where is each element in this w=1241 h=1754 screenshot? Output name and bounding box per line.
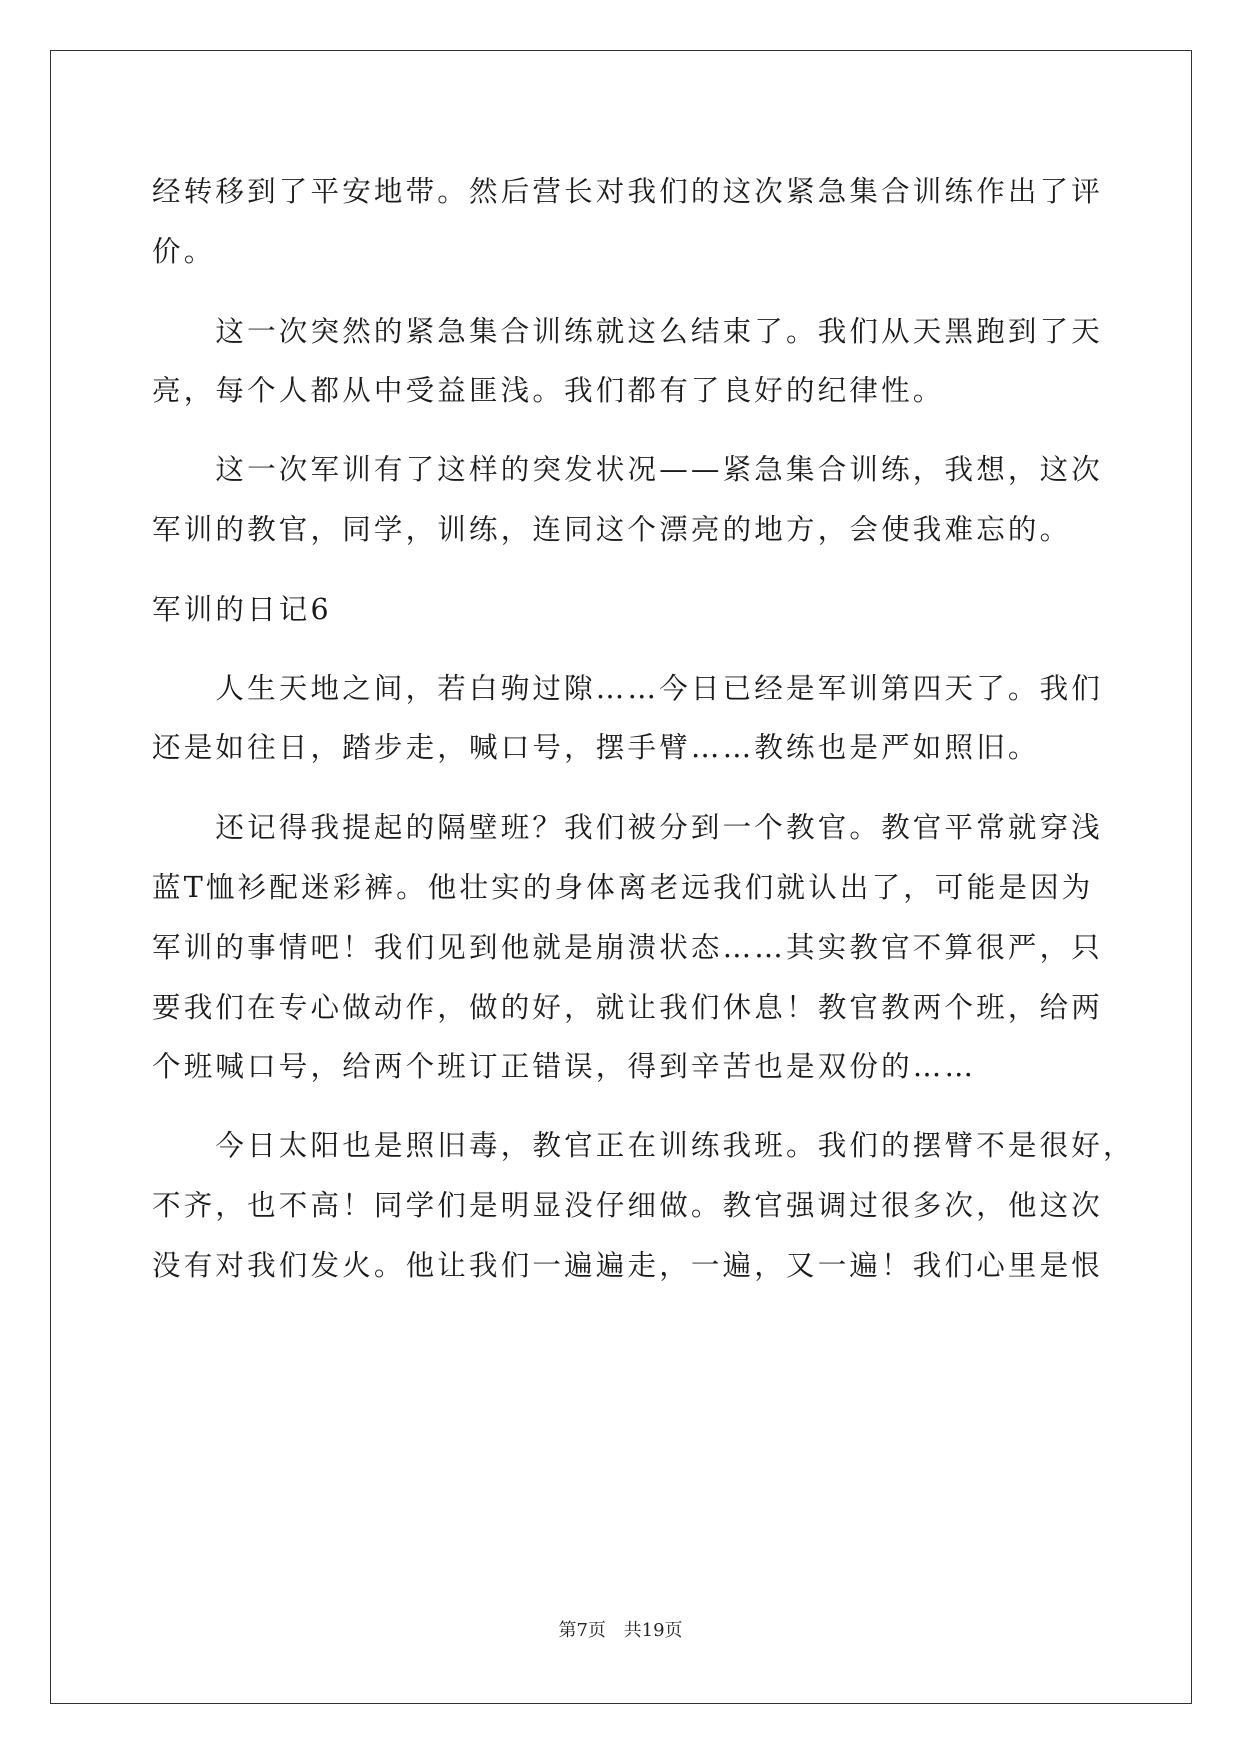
text-line: 不齐，也不高！同学们是明显没仔细做。教官强调过很多次，他这次: [152, 1189, 1104, 1222]
text-line: 个班喊口号，给两个班订正错误，得到辛苦也是双份的……: [152, 1050, 977, 1083]
section-heading: 军训的日记6: [152, 593, 332, 626]
text-line: 价。: [152, 235, 216, 268]
page-footer: [0, 1619, 1241, 1643]
text-line: 这一次突然的紧急集合训练就这么结束了。我们从天黑跑到了天: [152, 315, 1104, 348]
text-line: 要我们在专心做动作，做的好，就让我们休息！教官教两个班，给两: [152, 991, 1104, 1024]
text-line: 军训的事情吧！我们见到他就是崩溃状态……其实教官不算很严，只: [152, 931, 1104, 964]
text-line: 今日太阳也是照旧毒，教官正在训练我班。我们的摆臂不是很好，: [152, 1129, 1135, 1162]
page-total: 共19页: [623, 1620, 683, 1641]
text-line: 经转移到了平安地带。然后营长对我们的这次紧急集合训练作出了评: [152, 175, 1104, 208]
text-line: 亮，每个人都从中受益匪浅。我们都有了良好的纪律性。: [152, 374, 945, 407]
text-line: 军训的教官，同学，训练，连同这个漂亮的地方，会使我难忘的。: [152, 513, 1072, 546]
text-line: 还是如往日，踏步走，喊口号，摆手臂……教练也是严如照旧。: [152, 731, 1040, 764]
text-line: 这一次军训有了这样的突发状况——紧急集合训练，我想，这次: [152, 453, 1104, 486]
text-line: 还记得我提起的隔壁班？我们被分到一个教官。教官平常就穿浅: [152, 811, 1104, 844]
page-number: 第7页: [558, 1620, 606, 1641]
text-line: 人生天地之间，若白驹过隙……今日已经是军训第四天了。我们: [152, 672, 1104, 705]
text-line: 没有对我们发火。他让我们一遍遍走，一遍，又一遍！我们心里是恨: [152, 1249, 1104, 1282]
text-line: 蓝T恤衫配迷彩裤。他壮实的身体离老远我们就认出了，可能是因为: [152, 871, 1094, 904]
